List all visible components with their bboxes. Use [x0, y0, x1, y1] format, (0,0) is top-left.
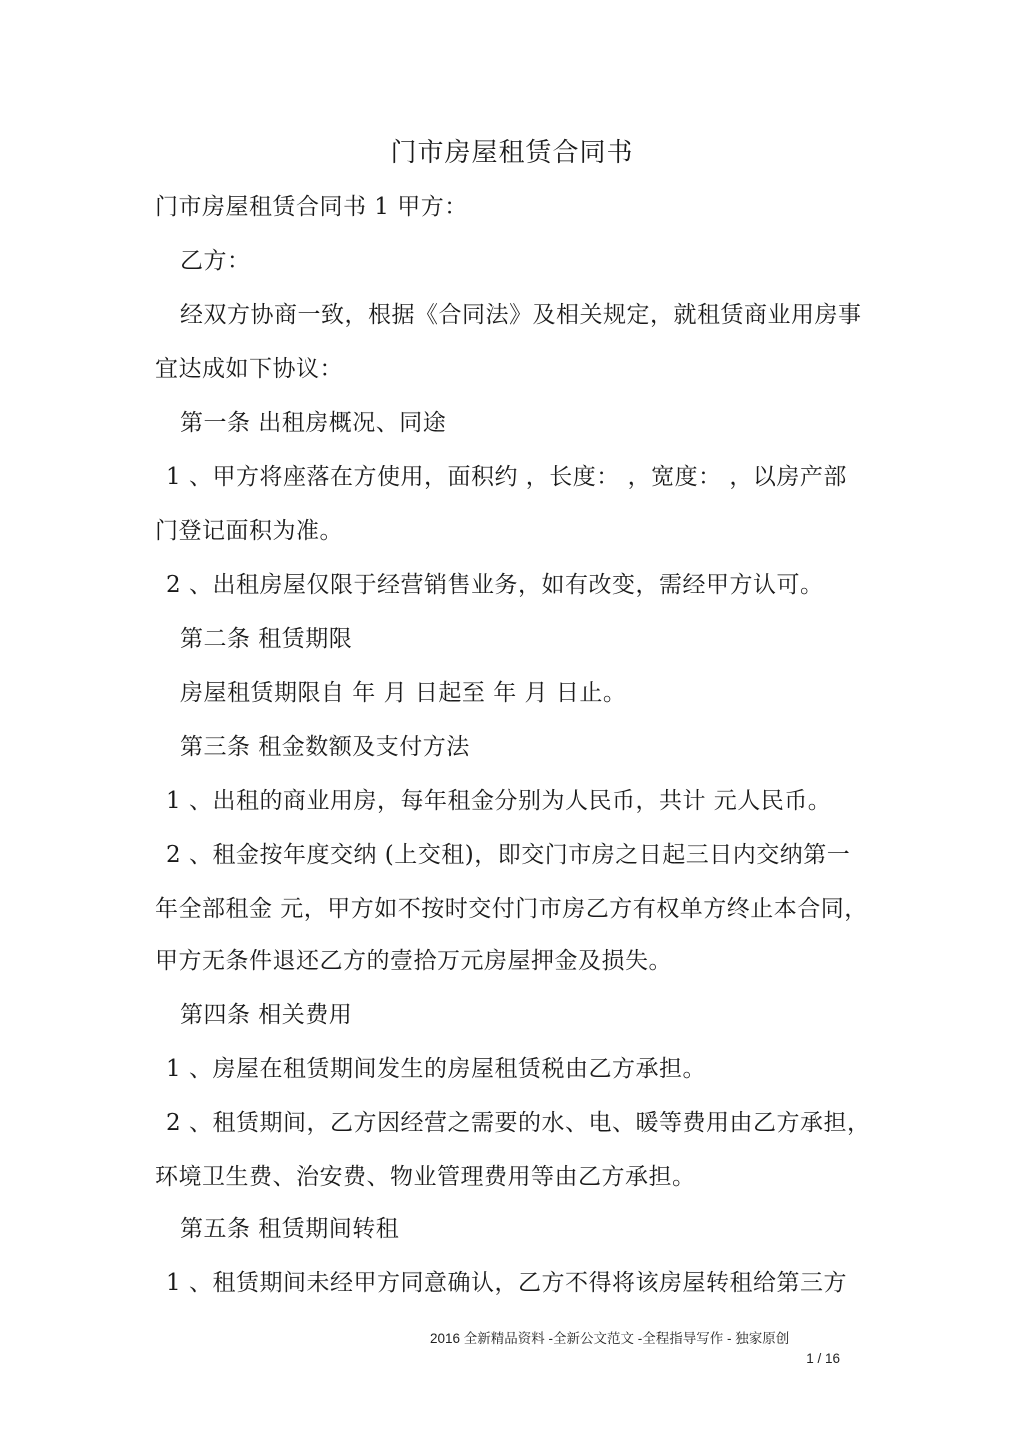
paragraph-line-party-b: 乙方： — [180, 248, 251, 274]
page-indicator: 1 / 16 — [806, 1351, 840, 1366]
paragraph-line: 1 、租赁期间未经甲方同意确认，乙方不得将该房屋转租给第三方 — [166, 1270, 847, 1296]
footer-slogan: 2016 全新精品资料 -全新公文范文 -全程指导写作 - 独家原创 — [430, 1331, 790, 1346]
paragraph-line-intro-cont: 宜达成如下协议： — [155, 356, 343, 382]
paragraph-line: 甲方无条件退还乙方的壹拾万元房屋押金及损失。 — [155, 948, 672, 974]
paragraph-line: 2 、出租房屋仅限于经营销售业务，如有改变，需经甲方认可。 — [166, 572, 824, 598]
paragraph-line-header: 门市房屋租赁合同书 1 甲方： — [155, 194, 468, 220]
paragraph-line: 2 、租赁期间，乙方因经营之需要的水、电、暖等费用由乙方承担， — [166, 1110, 871, 1136]
paragraph-line: 环境卫生费、治安费、物业管理费用等由乙方承担。 — [155, 1164, 696, 1190]
paragraph-line: 1 、房屋在租赁期间发生的房屋租赁税由乙方承担。 — [166, 1056, 706, 1082]
article-heading-3: 第三条 租金数额及支付方法 — [180, 734, 470, 760]
page-footer — [430, 1327, 840, 1366]
article-heading-2: 第二条 租赁期限 — [180, 626, 353, 652]
paragraph-line: 房屋租赁期限自 年 月 日起至 年 月 日止。 — [180, 680, 627, 706]
article-heading-4: 第四条 相关费用 — [180, 1002, 353, 1028]
paragraph-line: 1 、甲方将座落在方使用，面积约 ，长度： ，宽度： ，以房产部 — [166, 464, 847, 490]
document-title: 门市房屋租赁合同书 — [390, 138, 634, 168]
paragraph-line: 年全部租金 元，甲方如不按时交付门市房乙方有权单方终止本合同， — [155, 896, 868, 922]
paragraph-line-intro: 经双方协商一致，根据《合同法》及相关规定，就租赁商业用房事 — [180, 302, 862, 328]
article-heading-5: 第五条 租赁期间转租 — [180, 1216, 400, 1242]
paragraph-line: 2 、租金按年度交纳 (上交租)，即交门市房之日起三日内交纳第一 — [166, 842, 851, 868]
paragraph-line: 1 、出租的商业用房，每年租金分别为人民币，共计 元人民币。 — [166, 788, 832, 814]
paragraph-line: 门登记面积为准。 — [155, 518, 343, 544]
article-heading-1: 第一条 出租房概况、同途 — [180, 410, 447, 436]
